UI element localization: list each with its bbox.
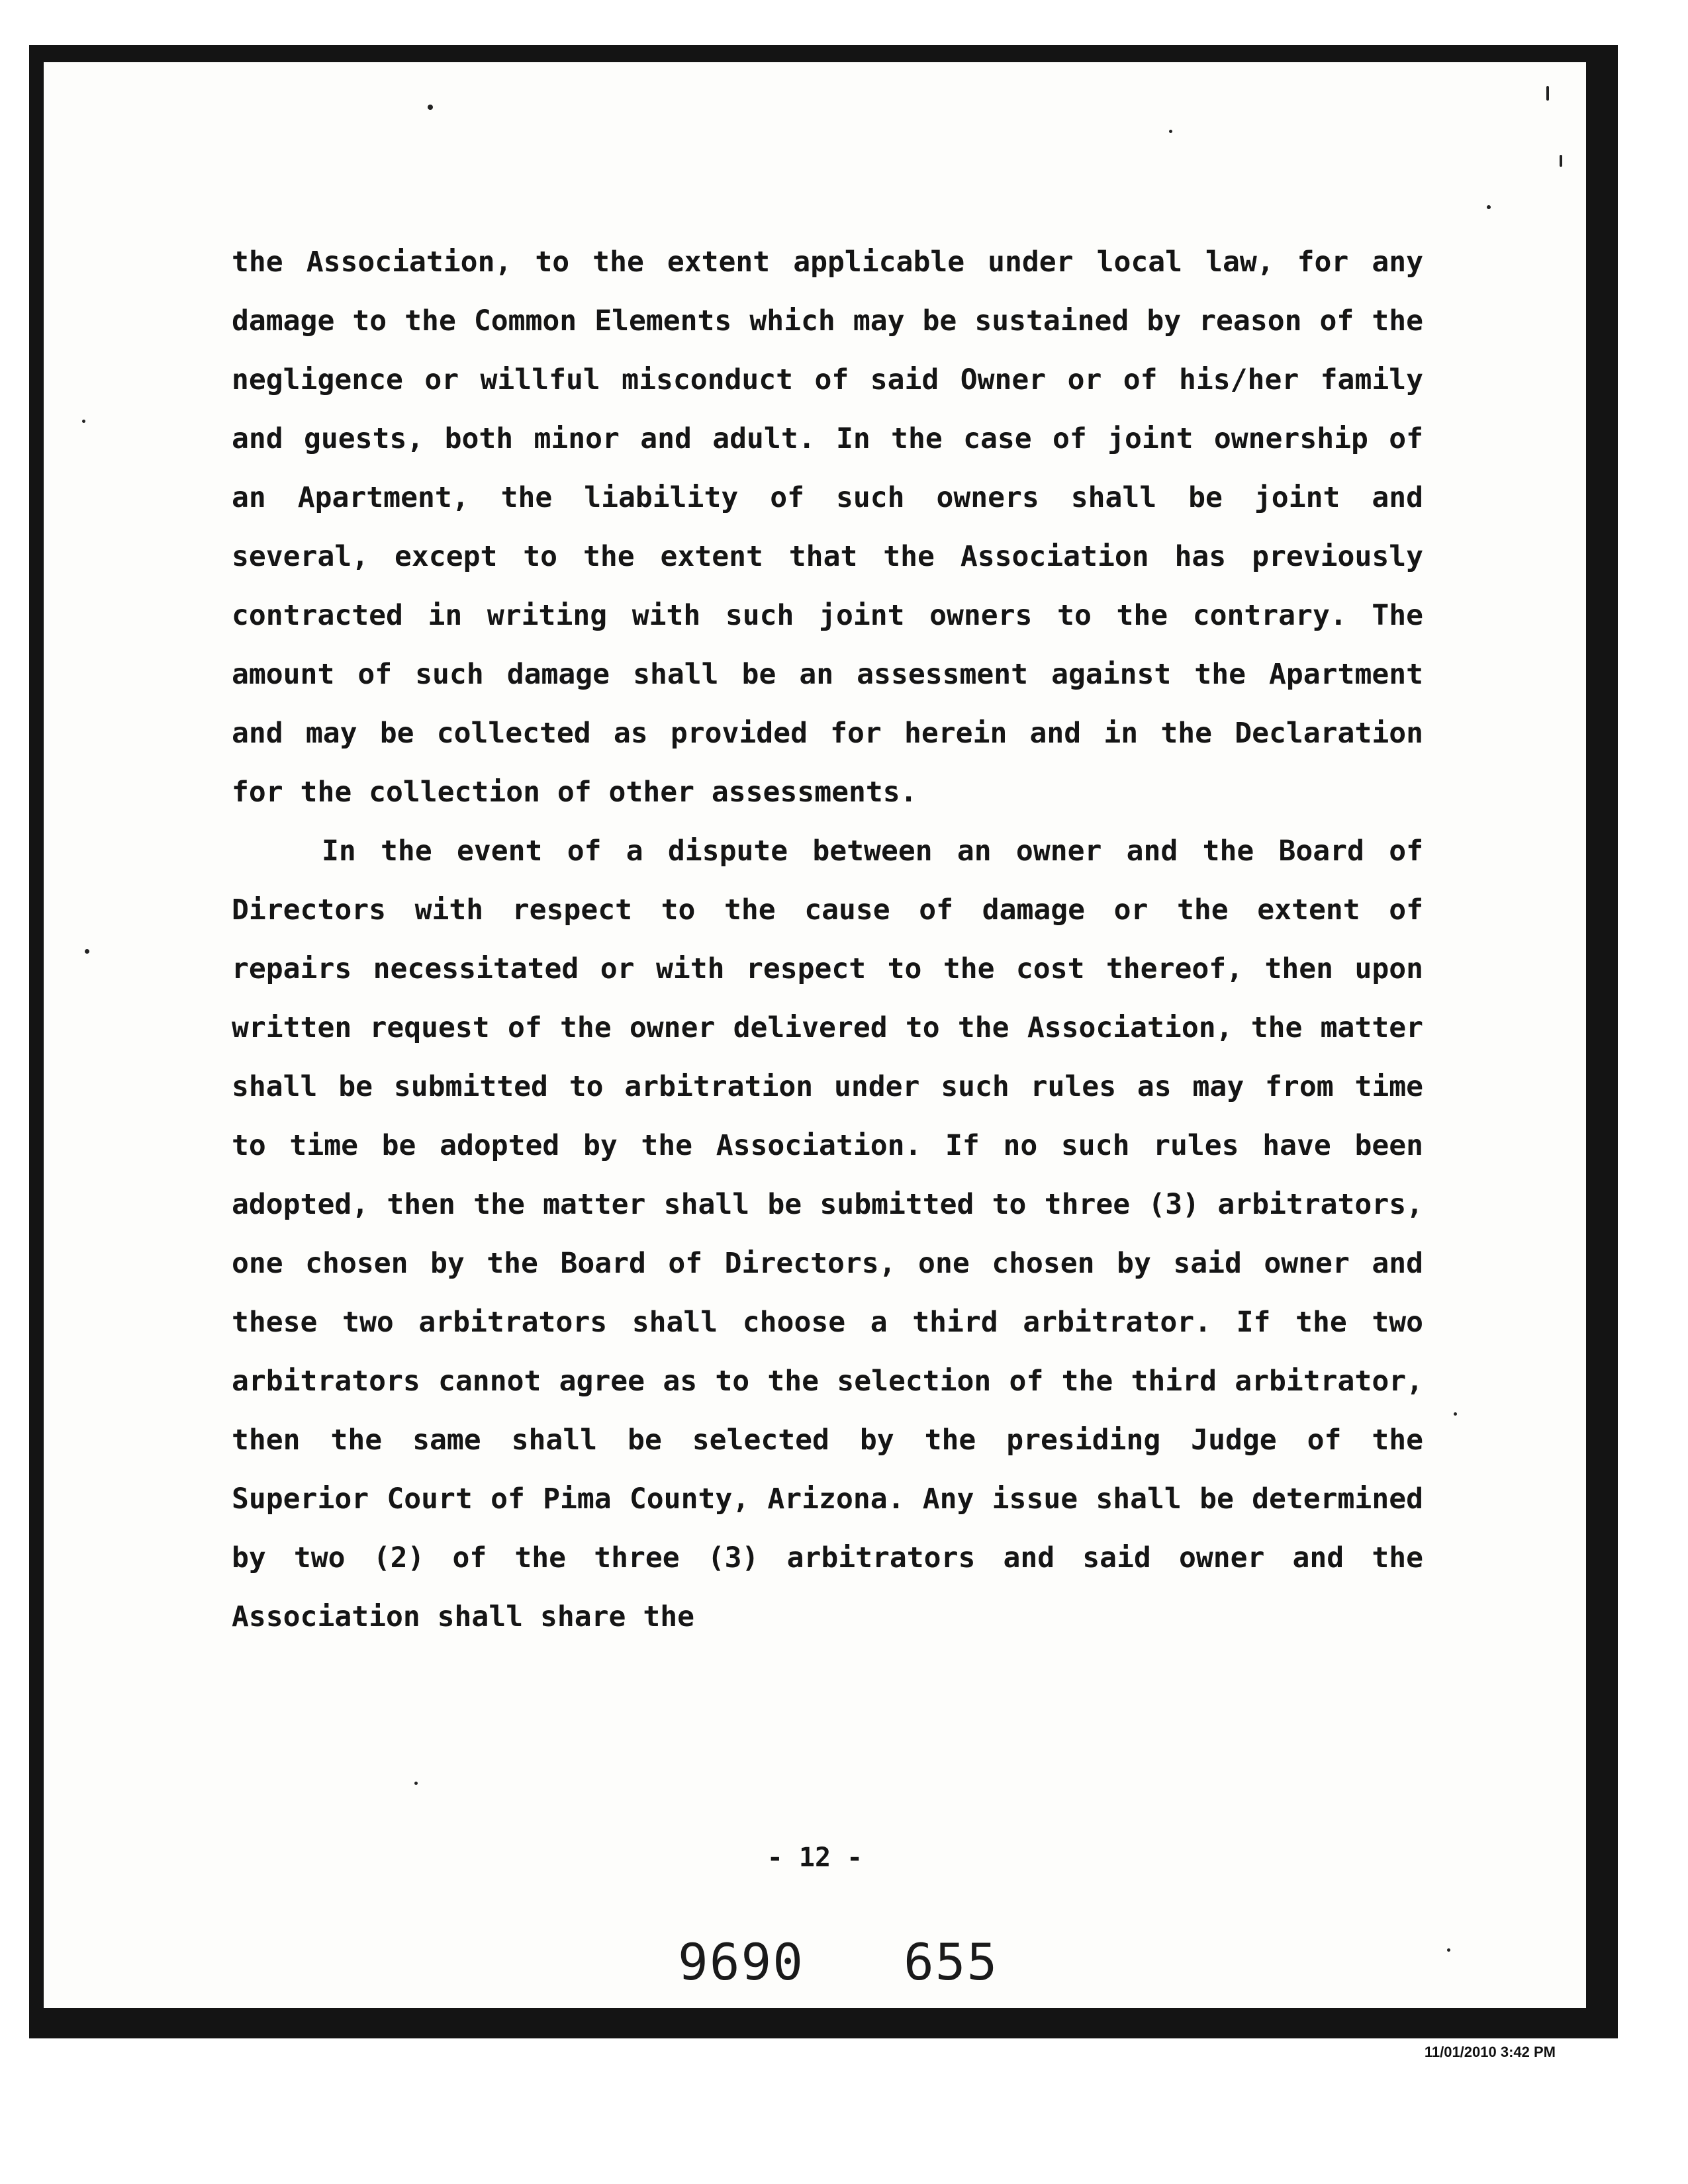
- document-body: [232, 233, 1423, 1647]
- recording-page-number: 655: [904, 1933, 999, 1991]
- scan-speck: [1560, 155, 1562, 167]
- scan-speck: [1447, 1948, 1450, 1952]
- scan-speck: [1454, 1412, 1457, 1416]
- print-timestamp: 11/01/2010 3:42 PM: [1424, 2044, 1556, 2060]
- recording-book-number: 9690: [678, 1933, 805, 1991]
- recording-stamp: [678, 1933, 998, 1991]
- scan-speck: [428, 105, 433, 110]
- scanned-page-frame: [29, 45, 1618, 2038]
- document-page: [44, 62, 1586, 2008]
- paragraph-arbitration: In the event of a dispute between an owner and the Board of Directors with respect to the cause of damage or the extent of repairs necessitated or with respect to the cost thereof, then upon written request of the owner delivered to the Association, the matter shall be submitted to arbitration under such rules as may from time to time be adopted by the Association. If no such rules have been adopted, then the matter shall be submitted to three (3) arbitrators, one chosen by the Board of Directors, one chosen by said owner and these two arbitrators shall choose a third arbitrator. If the two arbitrators cannot agree as to the selection of the third arbitrator, then the same shall be selected by the presiding Judge of the Superior Court of Pima County, Arizona. Any issue shall be determined by two (2) of the three (3) arbitrators and said owner and the Association shall share the: [232, 835, 1423, 1633]
- scan-speck: [1487, 205, 1491, 209]
- scan-speck: [82, 420, 85, 423]
- scan-speck: [414, 1782, 418, 1785]
- scan-speck: [85, 949, 89, 954]
- paragraph-liability: the Association, to the extent applicable under local law, for any damage to the Common Elements which may be sustained by reason of the negligence or willful misconduct of said Owner or of his/her family and guests, both minor and adult. In the case of joint ownership of an Apartment, the liability of such owners shall be joint and several, except to the extent that the Association has previously contracted in writing with such joint owners to the contrary. The amount of such damage shall be an assessment against the Apartment and may be collected as provided for herein and in the Declaration for the collection of other assessments.: [232, 246, 1423, 809]
- scan-speck: [1169, 130, 1172, 133]
- page-number: - 12 -: [767, 1843, 863, 1873]
- scan-speck: [1546, 86, 1549, 101]
